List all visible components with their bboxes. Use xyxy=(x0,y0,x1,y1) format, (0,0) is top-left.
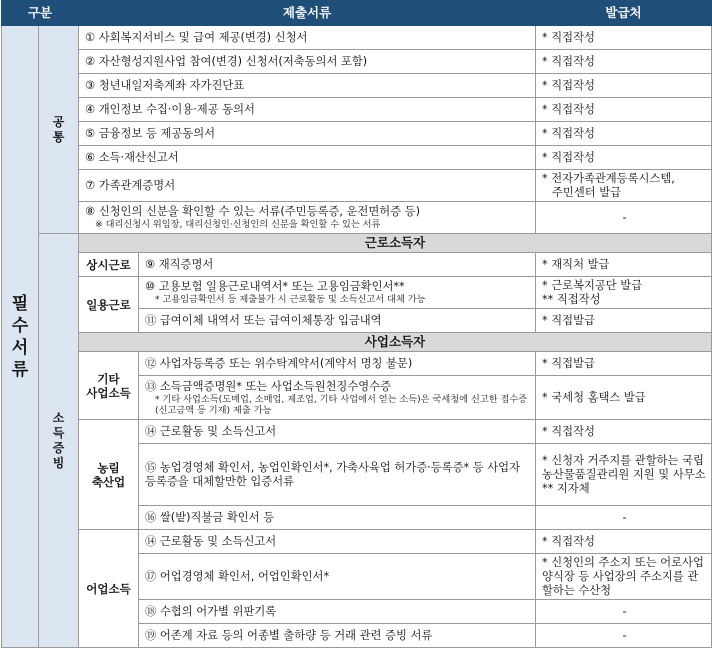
issuer-cell: - xyxy=(536,624,712,648)
table-row xyxy=(2,98,712,122)
table-row xyxy=(2,253,712,277)
doc-item: ⑱ 수협의 어가별 위판기록 xyxy=(139,600,536,624)
table-row xyxy=(2,420,712,444)
issuer-cell: * 국세청 홈택스 발급 xyxy=(536,376,712,420)
table-row xyxy=(2,352,712,376)
issuer-cell: * 전자가족관계등록시스템, 주민센터 발급 xyxy=(536,170,712,202)
doc-item: ① 사회복지서비스 및 급여 제공(변경) 신청서 xyxy=(79,26,536,50)
doc-item: ⑨ 재직증명서 xyxy=(139,253,536,277)
table-row xyxy=(2,26,712,50)
doc-item: ② 자산형성지원사업 참여(변경) 신청서(저축동의서 포함) xyxy=(79,50,536,74)
doc-item: ③ 청년내일저축계좌 자가진단표 xyxy=(79,74,536,98)
doc-item: ⑭ 근로활동 및 소득신고서 xyxy=(139,420,536,444)
doc-item: ⑥ 소득·재산신고서 xyxy=(79,146,536,170)
header-category: 구분 xyxy=(2,1,79,26)
table-row xyxy=(2,202,712,234)
doc-item: ⑪ 급여이체 내역서 또는 급여이체통장 입금내역 xyxy=(139,309,536,333)
section-business-earners: 사업소득자 xyxy=(79,333,712,352)
table-row xyxy=(2,277,712,309)
doc-item: ⑯ 쌀(밭)직불금 확인서 등 xyxy=(139,506,536,530)
doc-item: ⑮ 농업경영체 확인서, 농업인확인서*, 가축사육업 허가증·등록증* 등 사업자 등록증을 대체할만한 입증서류 xyxy=(139,444,536,506)
required-documents-table xyxy=(1,0,712,648)
issuer-cell: * 직접발급 xyxy=(536,352,712,376)
issuer-cell: * 근로복지공단 발급 ** 직접작성 xyxy=(536,277,712,309)
doc-note: ※ 대리신청시 위임장, 대리신청인·신청인의 신분을 확인할 수 있는 서류 xyxy=(95,219,381,230)
group-fishery: 어업소득 xyxy=(79,530,139,648)
table-row xyxy=(2,333,712,352)
doc-note: * 기타 사업소득(도매업, 소매업, 제조업, 기타 사업에서 얻는 소득)은 국세청에 신고한 접수증(신고금액 등 기재) 제출 가능 xyxy=(155,393,528,416)
category-common: 공 통 xyxy=(39,26,79,234)
issuer-cell: * 직접작성 xyxy=(536,98,712,122)
table-row xyxy=(2,170,712,202)
issuer-cell: - xyxy=(536,506,712,530)
table-row xyxy=(2,530,712,554)
doc-item: ⑤ 금융정보 등 제공동의서 xyxy=(79,122,536,146)
header-documents: 제출서류 xyxy=(79,1,536,26)
doc-item: ⑩ 고용보험 일용근로내역서* 또는 고용임금확인서** * 고용임금확인서 등 제출불가 시 근로활동 및 소득신고서 대체 가능 xyxy=(139,277,536,309)
doc-item: ⑲ 어존계 자료 등의 어종별 출하량 등 거래 관련 증빙 서류 xyxy=(139,624,536,648)
group-agriculture: 농림 축산업 xyxy=(79,420,139,530)
issuer-cell: * 직접작성 xyxy=(536,122,712,146)
issuer-cell: * 직접작성 xyxy=(536,420,712,444)
issuer-cell: * 신청자 거주지를 관할하는 국립농산물품질관리원 지원 및 사무소 ** 지자체 xyxy=(536,444,712,506)
doc-note: * 고용임금확인서 등 제출불가 시 근로활동 및 소득신고서 대체 가능 xyxy=(155,294,426,305)
doc-item: ⑬ 소득금액증명원* 또는 사업소득원천징수영수증 * 기타 사업소득(도매업, 소매업, 제조업, 기타 사업에서 얻는 소득)은 국세청에 신고한 접수증(신고금액 등 기재) 제출 가능 xyxy=(139,376,536,420)
issuer-cell: * 직접작성 xyxy=(536,50,712,74)
category-required: 필 수 서 류 xyxy=(2,26,39,648)
group-other-business: 기타 사업소득 xyxy=(79,352,139,420)
doc-item: ⑫ 사업자등록증 또는 위수탁계약서(계약서 명칭 불문) xyxy=(139,352,536,376)
table-row xyxy=(2,74,712,98)
issuer-cell: * 직접발급 xyxy=(536,309,712,333)
group-regular-work: 상시근로 xyxy=(79,253,139,277)
doc-item: ⑧ 신청인의 신분을 확인할 수 있는 서류(주민등록증, 운전면허증 등) ※ 대리신청시 위임장, 대리신청인·신청인의 신분을 확인할 수 있는 서류 xyxy=(79,202,536,234)
doc-item: ⑭ 근로활동 및 소득신고서 xyxy=(139,530,536,554)
table-row xyxy=(2,146,712,170)
issuer-cell: * 재직처 발급 xyxy=(536,253,712,277)
table-row xyxy=(2,122,712,146)
section-wage-earners: 근로소득자 xyxy=(79,234,712,253)
issuer-cell: - xyxy=(536,600,712,624)
header-row xyxy=(2,1,712,26)
doc-item: ⑦ 가족관계증명서 xyxy=(79,170,536,202)
doc-item: ⑰ 어업경영체 확인서, 어업인확인서* xyxy=(139,554,536,600)
table-row xyxy=(2,234,712,253)
issuer-cell: * 직접작성 xyxy=(536,74,712,98)
doc-item: ④ 개인정보 수집·이용·제공 동의서 xyxy=(79,98,536,122)
category-income-proof: 소 득 증 빙 xyxy=(39,234,79,648)
issuer-cell: - xyxy=(536,202,712,234)
issuer-cell: * 직접작성 xyxy=(536,530,712,554)
issuer-cell: * 신청인의 주소지 또는 어로사업양식장 등 사업장의 주소지를 관할하는 수산청 xyxy=(536,554,712,600)
issuer-cell: * 직접작성 xyxy=(536,146,712,170)
header-issuer: 발급처 xyxy=(536,1,712,26)
group-daily-work: 일용근로 xyxy=(79,277,139,333)
issuer-cell: * 직접작성 xyxy=(536,26,712,50)
table-row xyxy=(2,50,712,74)
